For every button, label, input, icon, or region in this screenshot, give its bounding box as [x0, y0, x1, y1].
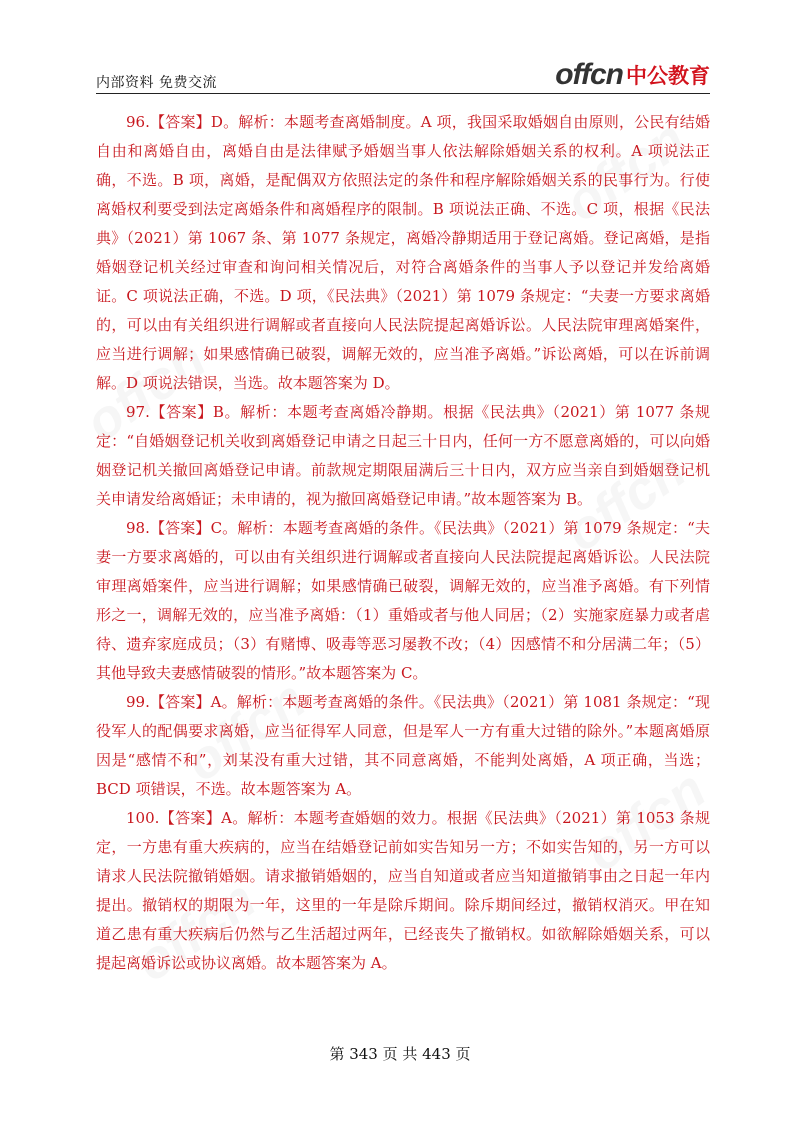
header-label: 内部资料 免费交流 [96, 75, 217, 91]
answer-97: 97.【答案】B。解析：本题考查离婚冷静期。根据《民法典》（2021）第 1077 条规定：“自婚姻登记机关收到离婚登记申请之日起三十日内，任何一方不愿意离婚的，可以向婚姻登记机关撤回离婚登记申请。前款规定期限届满后三十日内，双方应当亲自到婚姻登记机关申请发给离婚证；未申请的，视为撤回离婚登记申请。”故本题答案为 B。 [96, 403, 710, 508]
answer-explanations [96, 108, 710, 978]
logo-wordmark: offcn [555, 58, 623, 91]
page-number: 第 343 页 共 443 页 [329, 1045, 471, 1063]
page-header [96, 58, 710, 92]
header-divider [96, 93, 710, 94]
answer-99: 99.【答案】A。解析：本题考查离婚的条件。《民法典》（2021）第 1081 条规定：“现役军人的配偶要求离婚，应当征得军人同意，但是军人一方有重大过错的除外。”本题离婚原因是“感情不和”，刘某没有重大过错，其不同意离婚，不能判处离婚，A 项正确，当选；BCD 项错误，不选。故本题答案为 A。 [96, 693, 710, 798]
offcn-logo [555, 60, 710, 90]
answer-98: 98.【答案】C。解析：本题考查离婚的条件。《民法典》（2021）第 1079 条规定：“夫妻一方要求离婚的，可以由有关组织进行调解或者直接向人民法院提起离婚诉讼。人民法院审理离婚案件，应当进行调解；如果感情确已破裂，调解无效的，应当准予离婚。有下列情形之一，调解无效的，应当准予离婚：（1）重婚或者与他人同居；（2）实施家庭暴力或者虐待、遗弃家庭成员；（3）有赌博、吸毒等恶习屡教不改；（4）因感情不和分居满二年；（5）其他导致夫妻感情破裂的情形。”故本题答案为 C。 [96, 519, 710, 682]
logo-chinese-name: 中公教育 [626, 64, 710, 88]
answer-96: 96.【答案】D。解析：本题考查离婚制度。A 项，我国采取婚姻自由原则，公民有结婚自由和离婚自由，离婚自由是法律赋予婚姻当事人依法解除婚姻关系的权利。A 项说法正确，不选。B 项，离婚，是配偶双方依照法定的条件和程序解除婚姻关系的民事行为。行使离婚权利要受到法定离婚条件和离婚程序的限制。B 项说法正确、不选。C 项，根据《民法典》（2021）第 1067 条、第 1077 条规定，离婚冷静期适用于登记离婚。登记离婚，是指婚姻登记机关经过审查和询问相关情况后，对符合离婚条件的当事人予以登记并发给离婚证。C 项说法正确，不选。D 项，《民法典》（2021）第 1079 条规定：“夫妻一方要求离婚的，可以由有关组织进行调解或者直接向人民法院提起离婚诉讼。人民法院审理离婚案件，应当进行调解；如果感情确已破裂，调解无效的，应当准予离婚。”诉讼离婚，可以在诉前调解。D 项说法错误，当选。故本题答案为 D。 [96, 113, 710, 392]
answer-100: 100.【答案】A。解析：本题考查婚姻的效力。根据《民法典》（2021）第 1053 条规定，一方患有重大疾病的，应当在结婚登记前如实告知另一方；不如实告知的，另一方可以请求人民法院撤销婚姻。请求撤销婚姻的，应当自知道或者应当知道撤销事由之日起一年内提出。撤销权的期限为一年，这里的一年是除斥期间。除斥期间经过，撤销权消灭。甲在知道乙患有重大疾病后仍然与乙生活超过两年，已经丧失了撤销权。如欲解除婚姻关系，可以提起离婚诉讼或协议离婚。故本题答案为 A。 [96, 809, 710, 972]
